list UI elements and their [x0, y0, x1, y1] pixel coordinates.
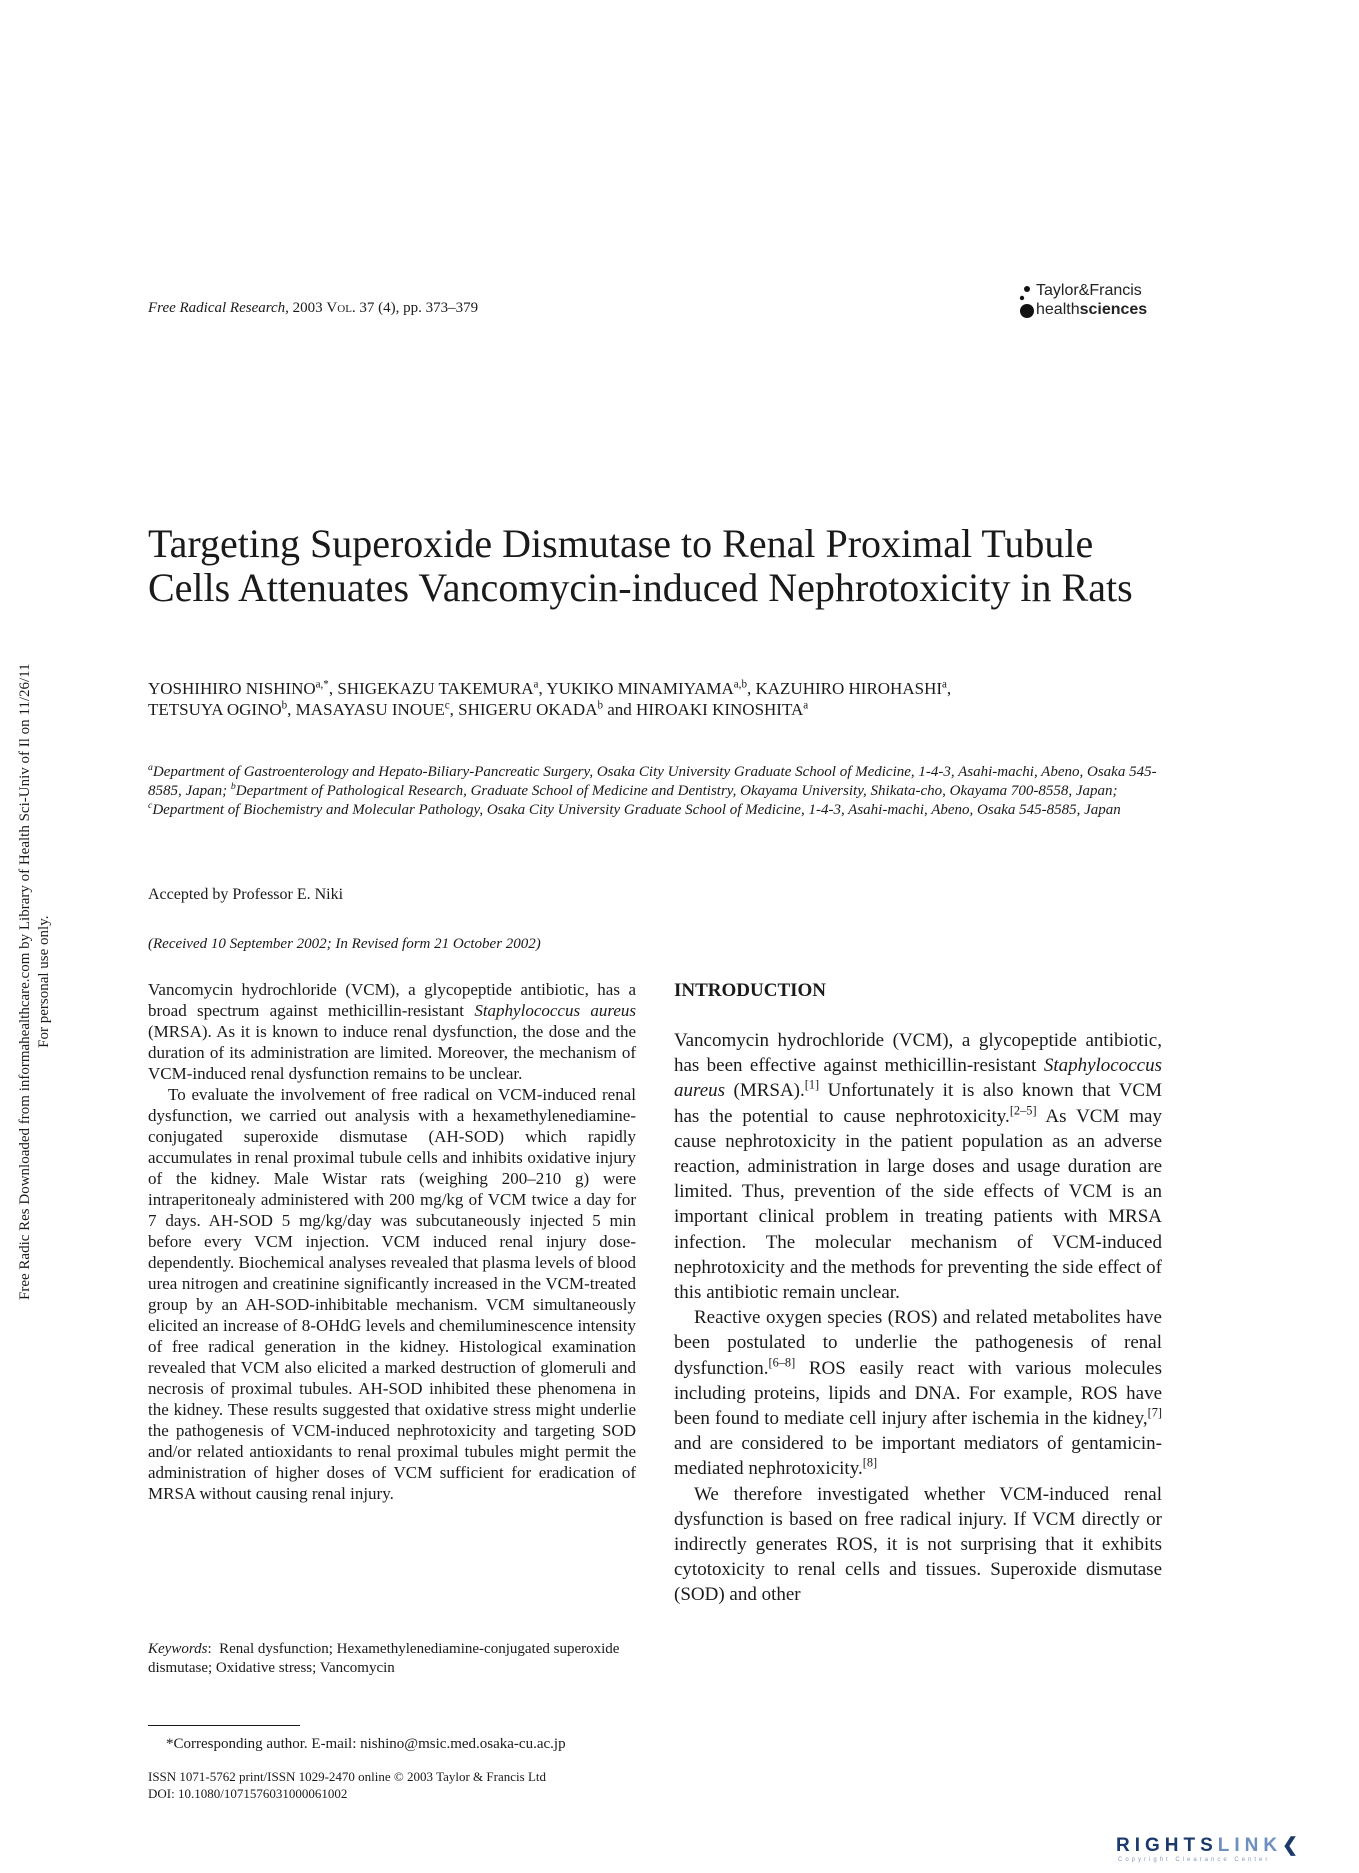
issn-line: ISSN 1071-5762 print/ISSN 1029-2470 online © 2003 Taylor & Francis Ltd: [148, 1769, 546, 1784]
intro-text: As VCM may cause nephrotoxicity in the patient population as an adverse reaction, administration in large doses and usage duration are limited. Thus, prevention of the side effects of VCM is an important clinical problem in treating patients with MRSA infection. The molecular mechanism of VCM-induced nephrotoxicity and the methods for preventing the side effect of this antibiotic remain unclear.: [674, 1105, 1162, 1304]
doi-line: DOI: 10.1080/1071576031000061002: [148, 1786, 348, 1801]
author: TETSUYA OGINO: [148, 700, 282, 719]
footnote-rule: [148, 1725, 300, 1726]
rightslink-link: LINK: [1217, 1835, 1283, 1856]
affiliation-b: Department of Pathological Research, Graduate School of Medicine and Dentistry, Okayama University, Shikata-cho, Okayama 700-8558, Japan;: [235, 783, 1118, 799]
author-affil-mark: a: [533, 678, 539, 691]
author: , MASAYASU INOUE: [287, 700, 445, 719]
rightslink-subtext: Copyright Clearance Center: [1118, 1857, 1271, 1863]
citation-ref: [7]: [1147, 1405, 1162, 1420]
intro-text: Reactive oxygen species (ROS) and related metabolites have been postulated to underlie the pathogenesis of renal dysfunction.: [674, 1307, 1162, 1379]
intro-paragraph: We therefore investigated whether VCM-induced renal dysfunction is based on free radical injury. If VCM directly or indirectly generates ROS, it is not surprising that it exhibits cytotoxicity to renal cells and tissues. Superoxide dismutase (SOD) and other: [674, 1483, 1162, 1606]
intro-text: Unfortunately it is also known that VCM has the potential to cause nephrotoxicity.: [674, 1080, 1162, 1127]
keywords: [148, 1640, 636, 1678]
download-note: [16, 663, 54, 1300]
section-heading-introduction: INTRODUCTION: [674, 980, 827, 1001]
author-affil-mark: b: [597, 699, 604, 712]
citation-ref: [8]: [862, 1456, 878, 1471]
author-separator: ,: [946, 679, 952, 698]
article-title: Targeting Superoxide Dismutase to Renal Proximal Tubule Cells Attenuates Vancomycin-induced Nephrotoxicity in Rats: [148, 521, 1133, 610]
publisher-logo-icon: [1016, 282, 1036, 322]
publisher-logo-line1: Taylor&Francis: [1036, 282, 1142, 299]
journal-year: , 2003: [285, 300, 327, 316]
citation-ref: [6–8]: [768, 1355, 796, 1370]
species-name: Staphylococcus aureus: [674, 1055, 1162, 1102]
affil-mark: b: [230, 781, 236, 792]
abstract-paragraph: To evaluate the involvement of free radical on VCM-induced renal dysfunction, we carried out analysis with a hexamethylenediamine-conjugated superoxide dismutase (AH-SOD) which rapidly accumulates in renal proximal tubule cells and inhibits oxidative injury of the kidney. Male Wistar rats (weighing 200–210 g) were intraperitonealy administered with 200 mg/kg of VCM twice a day for 7 days. AH-SOD 5 mg/kg/day was subcutaneously injected 5 min before every VCM injection. VCM induced renal injury dose-dependently. Biochemical analyses revealed that plasma levels of blood urea nitrogen and creatinine significantly increased in the VCM-treated group by an AH-SOD-inhibitable mechanism. VCM simultaneously elicited an increase of 8-OHdG levels and chemiluminescence intensity of free radical generation in the kidney. Histological examination revealed that VCM also elicited a marked destruction of glomeruli and necrosis of proximal tubules. AH-SOD inhibited these phenomena in the kidney. These results suggested that oxidative stress might underlie the pathogenesis of VCM-induced nephrotoxicity and targeting SOD and/or related antioxidants to renal proximal tubules might permit the administration of higher doses of VCM sufficient for eradication of MRSA without causing renal injury.: [148, 1085, 636, 1503]
publisher-logo-sciences: sciences: [1079, 301, 1148, 318]
author: , KAZUHIRO HIROHASHI: [746, 679, 943, 698]
rightslink-rights: RIGHTS: [1116, 1835, 1218, 1856]
affil-mark: a: [148, 762, 153, 773]
author: and HIROAKI KINOSHITA: [603, 700, 804, 719]
author-affil-mark: a,b: [733, 678, 747, 691]
intro-text: Vancomycin hydrochloride (VCM), a glycopeptide antibiotic, has been effective against methicillin-resistant: [674, 1030, 1162, 1077]
rightslink-arrow-icon: ❮: [1282, 1835, 1304, 1856]
abstract-text: (MRSA). As it is known to induce renal dysfunction, the dose and the duration of its administration are limited. Moreover, the mechanism of VCM-induced renal dysfunction remains to be unclear.: [148, 1022, 636, 1083]
author-list: [148, 678, 1188, 720]
author-affil-mark: c: [444, 699, 450, 712]
received-dates: (Received 10 September 2002; In Revised form 21 October 2002): [148, 936, 541, 952]
journal-vol-label: Vol: [326, 300, 352, 316]
keywords-text: Renal dysfunction; Hexamethylenediamine-conjugated superoxide dismutase; Oxidative stress; Vancomycin: [148, 1641, 620, 1676]
intro-text: and are considered to be important mediators of gentamicin-mediated nephrotoxicity.: [674, 1433, 1162, 1480]
journal-citation: [148, 300, 478, 317]
download-note-line2: For personal use only.: [36, 915, 52, 1048]
author-affil-mark: a: [942, 678, 947, 691]
publisher-logo-line2: [1036, 301, 1147, 319]
journal-vol-pages: . 37 (4), pp. 373–379: [351, 300, 479, 316]
author-affil-mark: b: [281, 699, 288, 712]
author-affil-mark: a,*: [315, 678, 329, 691]
publisher-logo-health: health: [1036, 301, 1080, 318]
affiliations: [148, 763, 1178, 820]
author: , SHIGEKAZU TAKEMURA: [328, 679, 534, 698]
accepted-by: Accepted by Professor E. Niki: [148, 886, 344, 903]
rightslink-wordmark: [1116, 1834, 1303, 1857]
keywords-colon: :: [207, 1641, 212, 1657]
journal-name: Free Radical Research: [148, 300, 286, 316]
rightslink-logo[interactable]: [1116, 1834, 1348, 1864]
affiliation-a: Department of Gastroenterology and Hepato-Biliary-Pancreatic Surgery, Osaka City University Graduate School of Medicine, 1-4-3, Asahi-machi, Abeno, Osaka 545-8585, Japan;: [148, 764, 1157, 799]
abstract-text: Vancomycin hydrochloride (VCM), a glycopeptide antibiotic, has a broad spectrum against methicillin-resistant: [148, 980, 636, 1020]
species-name: Staphylococcus aureus: [474, 1001, 637, 1020]
intro-text: ROS easily react with various molecules including proteins, lipids and DNA. For example, ROS have been found to mediate cell injury after ischemia in the kidney,: [674, 1357, 1162, 1430]
intro-text: (MRSA).: [725, 1080, 805, 1102]
introduction-body: [674, 1028, 1162, 1608]
keywords-label: Keywords: [148, 1641, 208, 1657]
author: YOSHIHIRO NISHINO: [148, 679, 316, 698]
corresponding-author-footnote: *Corresponding author. E-mail: nishino@msic.med.osaka-cu.ac.jp: [166, 1736, 566, 1752]
intro-paragraph: [674, 1305, 1162, 1481]
affiliation-c: Department of Biochemistry and Molecular Pathology, Osaka City University Graduate School of Medicine, 1-4-3, Asahi-machi, Abeno, Osaka 545-8585, Japan: [152, 802, 1121, 818]
citation-ref: [2–5]: [1009, 1103, 1037, 1118]
author: , SHIGERU OKADA: [449, 700, 598, 719]
intro-paragraph: [674, 1028, 1162, 1305]
author: , YUKIKO MINAMIYAMA: [538, 679, 734, 698]
abstract: [148, 979, 636, 1504]
affil-mark: c: [148, 800, 153, 811]
author-affil-mark: a: [803, 699, 809, 712]
publisher-logo: [1016, 282, 1164, 322]
download-note-line1: Free Radic Res Downloaded from informahealthcare.com by Library of Health Sci-Univ of Il on 11/26/11: [17, 663, 33, 1300]
abstract-paragraph: [148, 979, 636, 1084]
citation-ref: [1]: [804, 1078, 820, 1093]
issn-block: [148, 1768, 546, 1802]
